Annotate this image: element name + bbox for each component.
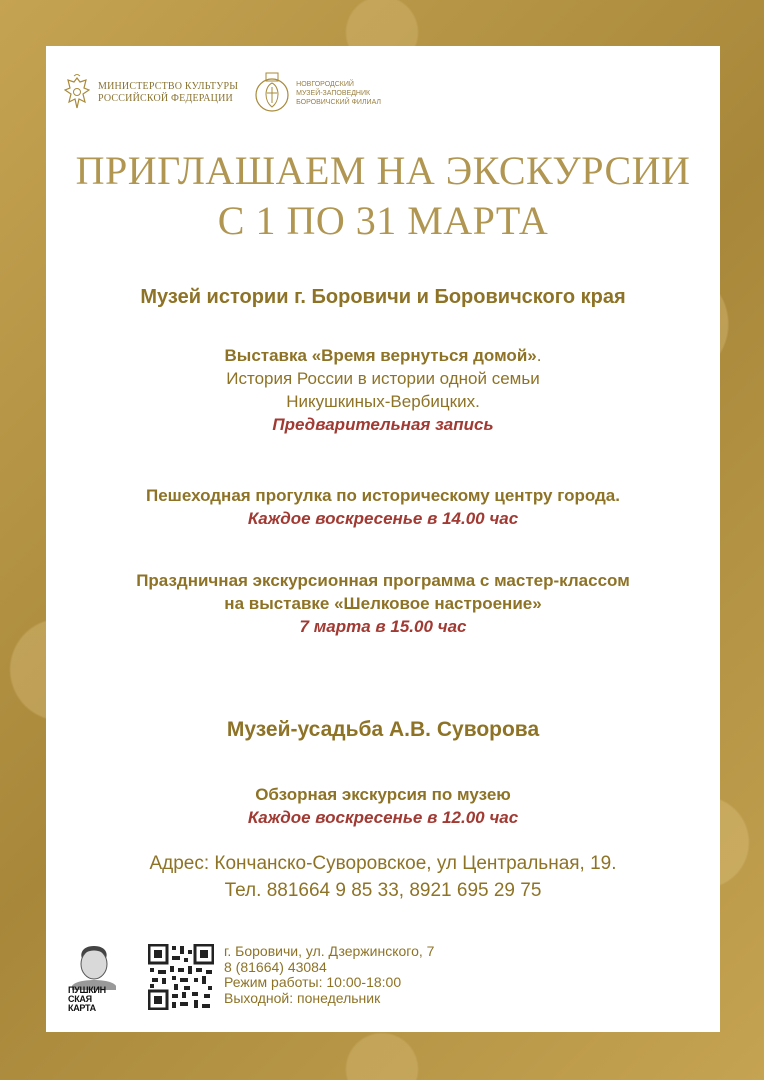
novgorod-line3: БОРОВИЧСКИЙ ФИЛИАЛ <box>296 98 381 106</box>
pushkin-line1: ПУШКИН <box>68 985 106 995</box>
tour-title: Обзорная экскурсия по музею <box>255 785 511 804</box>
walk-title: Пешеходная прогулка по историческому центру города. <box>146 486 620 505</box>
ministry-name <box>98 81 238 105</box>
pushkin-line3: КАРТА <box>68 1003 96 1013</box>
museum-emblem-icon <box>254 71 290 115</box>
eagle-emblem-icon <box>64 74 90 112</box>
program-time: 7 марта в 15.00 час <box>299 617 467 636</box>
museum2-phone: Тел. 881664 9 85 33, 8921 695 29 75 <box>224 880 542 901</box>
footer-phone: 8 (81664) 43084 <box>224 958 327 975</box>
novgorod-museum-logo <box>254 71 381 115</box>
walk-time: Каждое воскресенье в 14.00 час <box>247 509 519 528</box>
exhibition-period: . <box>536 346 542 365</box>
novgorod-museum-name <box>296 80 381 107</box>
title-line1: ПРИГЛАШАЕМ НА ЭКСКУРСИИ <box>75 148 691 193</box>
program-line2: на выставке «Шелковое настроение» <box>224 594 542 613</box>
title-line2: С 1 ПО 31 МАРТА <box>217 198 549 243</box>
program-line1: Праздничная экскурсионная программа с мастер-классом <box>136 571 630 590</box>
page-title <box>46 146 720 246</box>
museum2-name: Музей-усадьба А.В. Суворова <box>226 718 540 741</box>
exhibition-note: Предварительная запись <box>272 415 494 434</box>
exhibition-desc2: Никушкиных-Вербицких. <box>286 392 480 411</box>
pushkin-card-logo <box>66 944 122 1012</box>
ministry-line1: МИНИСТЕРСТВО КУЛЬТУРЫ <box>98 81 239 92</box>
contact-block <box>46 850 720 904</box>
tour-block <box>46 783 720 829</box>
logos-row <box>64 68 381 118</box>
museum1-name: Музей истории г. Боровичи и Боровичского края <box>140 286 626 308</box>
novgorod-line2: МУЗЕЙ-ЗАПОВЕДНИК <box>296 89 371 97</box>
exhibition-block <box>46 344 720 436</box>
program-block <box>46 569 720 638</box>
walk-block <box>46 484 720 530</box>
ministry-logo <box>64 74 238 112</box>
footer-day-off: Выходной: понедельник <box>224 989 381 1006</box>
footer-address: г. Боровичи, ул. Дзержинского, 7 <box>224 943 435 959</box>
tour-time: Каждое воскресенье в 12.00 час <box>247 808 519 827</box>
exhibition-title: Выставка «Время вернуться домой» <box>224 346 537 365</box>
footer-hours: Режим работы: 10:00-18:00 <box>224 974 402 990</box>
footer-contacts <box>224 944 434 1006</box>
qr-code[interactable] <box>148 944 214 1010</box>
novgorod-line1: НОВГОРОДСКИЙ <box>296 80 354 88</box>
pushkin-line2: СКАЯ <box>68 994 92 1004</box>
ministry-line2: РОССИЙСКОЙ ФЕДЕРАЦИИ <box>98 93 233 104</box>
exhibition-desc1: История России в истории одной семьи <box>226 369 540 388</box>
content-panel <box>46 46 720 1032</box>
museum2-address: Адрес: Кончанско-Суворовское, ул Центральная, 19. <box>149 853 617 874</box>
